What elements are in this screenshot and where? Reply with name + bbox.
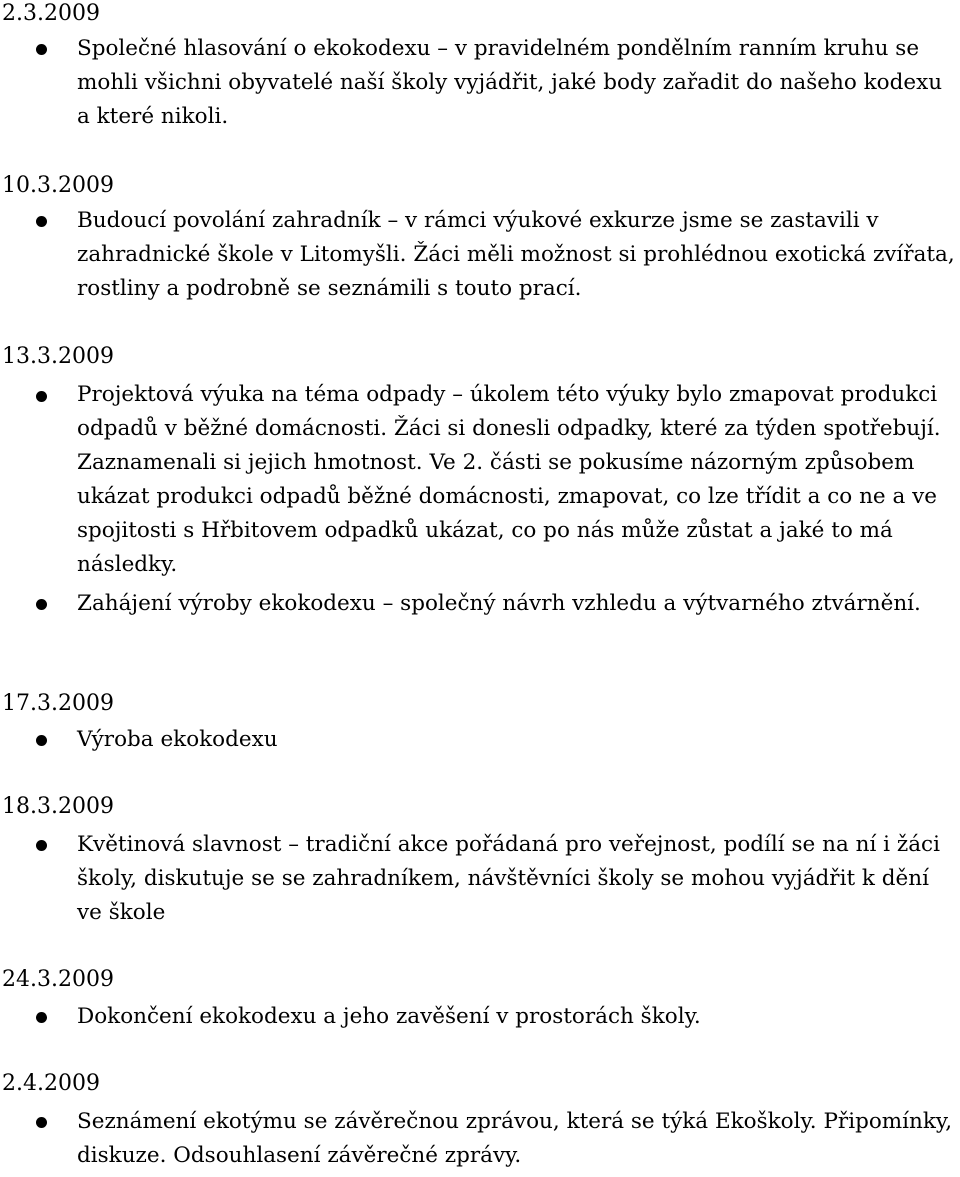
list-item-text: Budoucí povolání zahradník – v rámci výukové exkurze jsme se zastavili v zahradnické škole v Litomyšli. Žáci měli možnost si prohlédnou exotická zvířata, rostliny a podrobně se seznámili s touto prací.: [77, 208, 955, 301]
entry-date: 10.3.2009: [2, 173, 114, 198]
list-item-text: Projektová výuka na téma odpady – úkolem této výuky bylo zmapovat produkci odpadů v běžné domácnosti. Žáci si donesli odpadky, které za týden spotřebují. Zaznamenali si jejich hmotnost. Ve 2. části se pokusíme názorným způsobem ukázat produkci odpadů běžné domácnosti, zmapovat, co lze třídit a co ne a ve spojitosti s Hřbitovem odpadků ukázat, co po nás může zůstat a jaké to má následky.: [77, 382, 941, 577]
bullet-icon: [36, 1117, 47, 1128]
bullet-icon: [36, 840, 47, 851]
list-item-text: Společné hlasování o ekokodexu – v pravidelném pondělním ranním kruhu se mohli všichni obyvatelé naší školy vyjádřit, jaké body zařadit do našeho kodexu a které nikoli.: [77, 36, 943, 129]
bullet-icon: [36, 735, 47, 746]
entry-date: 24.3.2009: [2, 967, 114, 992]
entry-date: 18.3.2009: [2, 794, 114, 819]
entry-date: 17.3.2009: [2, 691, 114, 716]
bullet-icon: [36, 1012, 47, 1023]
bullet-icon: [36, 44, 47, 55]
list-item-text: Výroba ekokodexu: [77, 727, 278, 752]
list-item-text: Dokončení ekokodexu a jeho zavěšení v prostorách školy.: [77, 1004, 701, 1029]
bullet-icon: [36, 391, 47, 402]
entry-date: 2.4.2009: [2, 1071, 100, 1096]
entry-date: 13.3.2009: [2, 344, 114, 369]
bullet-icon: [36, 216, 47, 227]
list-item-text: Květinová slavnost – tradiční akce pořádaná pro veřejnost, podílí se na ní i žáci školy, diskutuje se se zahradníkem, návštěvníci školy se mohou vyjádřit k dění ve škole: [77, 832, 940, 925]
list-item-text: Seznámení ekotýmu se závěrečnou zprávou, která se týká Ekoškoly. Připomínky, diskuze. Odsouhlasení závěrečné zprávy.: [77, 1109, 953, 1168]
list-item-text: Zahájení výroby ekokodexu – společný návrh vzhledu a výtvarného ztvárnění.: [77, 591, 921, 616]
bullet-icon: [36, 599, 47, 610]
entry-date: 2.3.2009: [2, 1, 100, 26]
